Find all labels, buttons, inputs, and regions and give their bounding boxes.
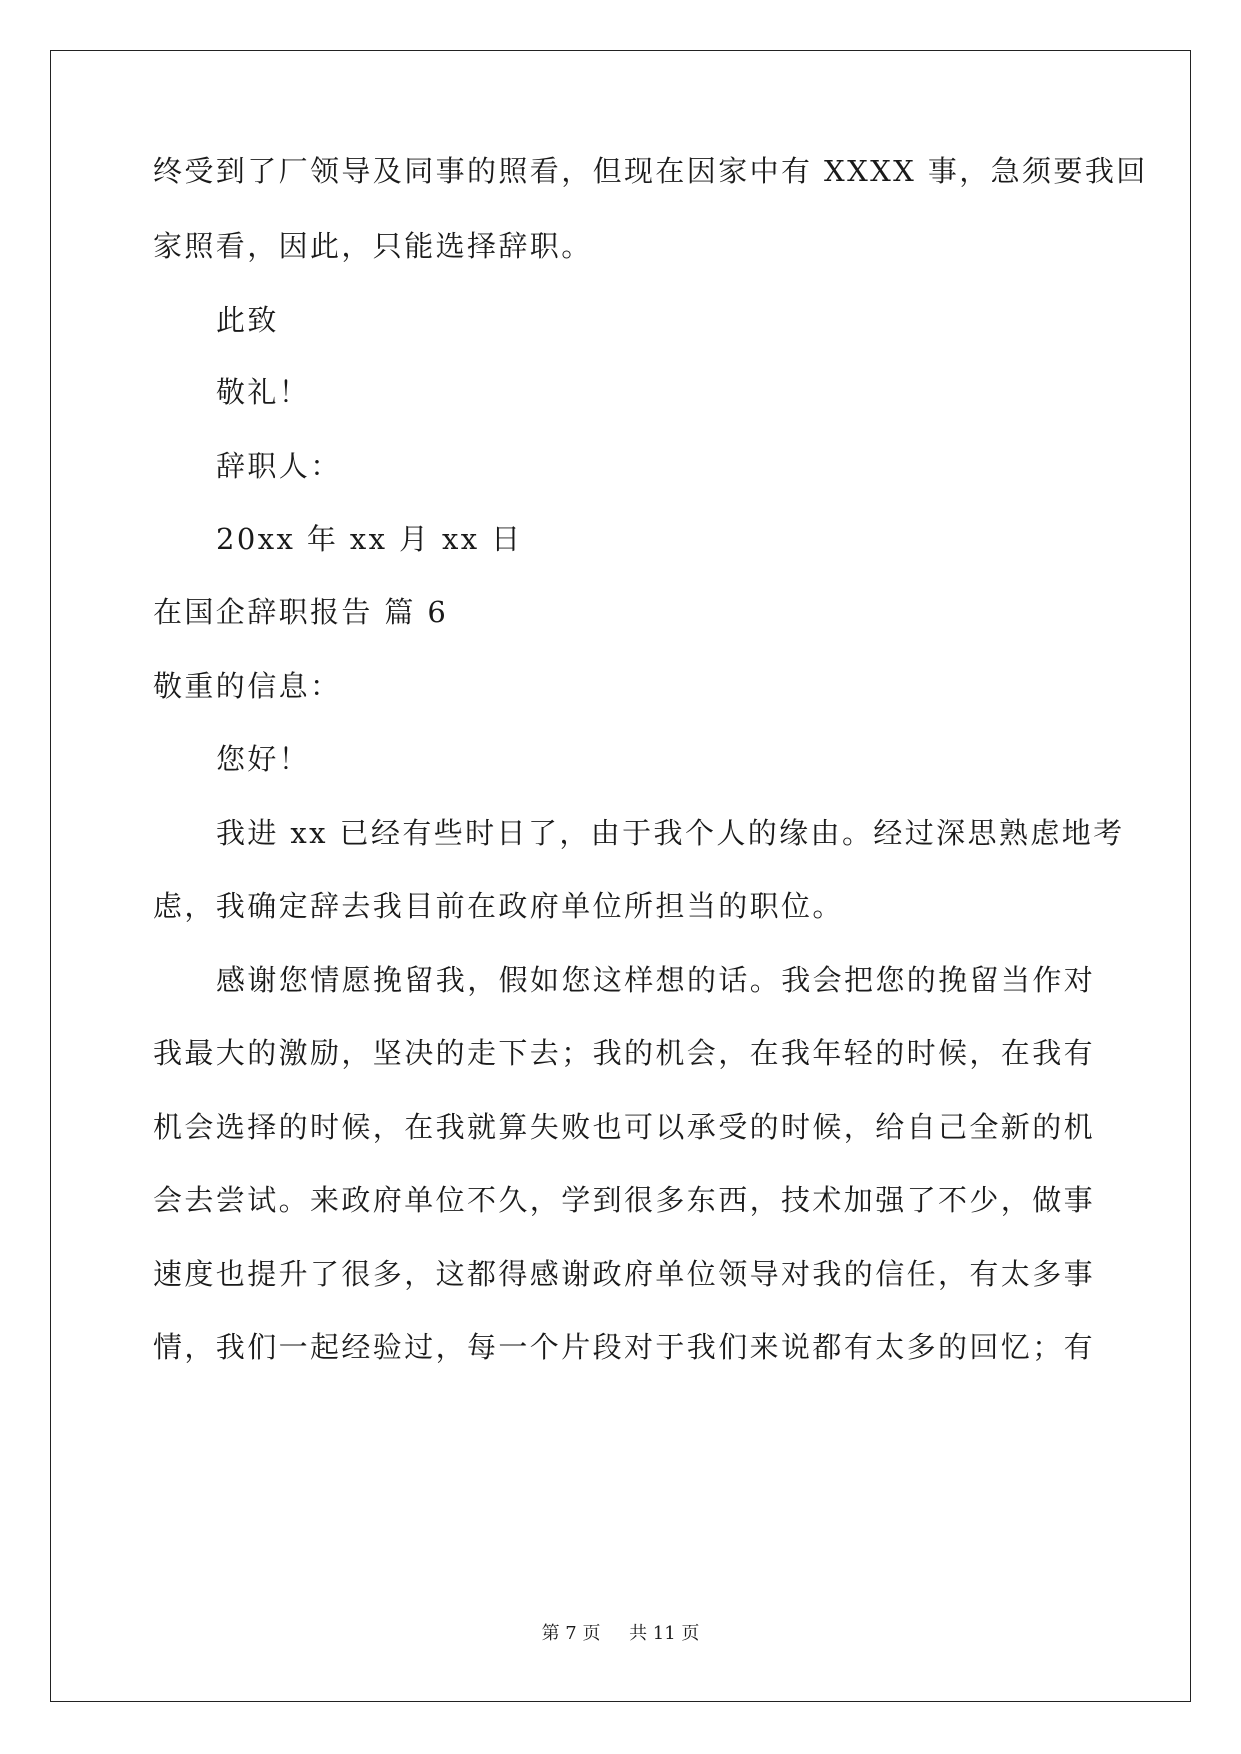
signature-label: 辞职人：: [216, 449, 342, 483]
page-total: 共 11 页: [629, 1623, 700, 1644]
body-text-line: 情，我们一起经验过，每一个片段对于我们来说都有太多的回忆；有: [153, 1330, 1096, 1364]
closing-salutation: 此致: [216, 303, 279, 337]
body-text-line: 终受到了厂领导及同事的照看，但现在因家中有 XXXX 事，急须要我回: [153, 154, 1148, 188]
body-text-line: 感谢您情愿挽留我，假如您这样想的话。我会把您的挽留当作对: [216, 963, 1096, 997]
body-text-line: 会去尝试。来政府单位不久，学到很多东西，技术加强了不少，做事: [153, 1183, 1096, 1217]
greeting-hello: 您好！: [216, 742, 311, 776]
body-text-line: 速度也提升了很多，这都得感谢政府单位领导对我的信任，有太多事: [153, 1257, 1096, 1291]
body-text-line: 虑，我确定辞去我目前在政府单位所担当的职位。: [153, 889, 844, 923]
page-footer: [0, 1622, 1241, 1646]
date-line: 20xx 年 xx 月 xx 日: [216, 522, 523, 556]
page-border: [50, 50, 1191, 1702]
body-text-line: 我进 xx 已经有些时日了，由于我个人的缘由。经过深思熟虑地考: [216, 816, 1125, 850]
section-title: 在国企辞职报告 篇 6: [153, 595, 449, 629]
closing-regards: 敬礼！: [216, 375, 311, 409]
body-text-line: 家照看，因此，只能选择辞职。: [153, 229, 593, 263]
body-text-line: 机会选择的时候，在我就算失败也可以承受的时候，给自己全新的机: [153, 1110, 1096, 1144]
greeting-recipient: 敬重的信息：: [153, 669, 342, 703]
body-text-line: 我最大的激励，坚决的走下去；我的机会，在我年轻的时候，在我有: [153, 1036, 1096, 1070]
page-number: 第 7 页: [541, 1623, 601, 1644]
